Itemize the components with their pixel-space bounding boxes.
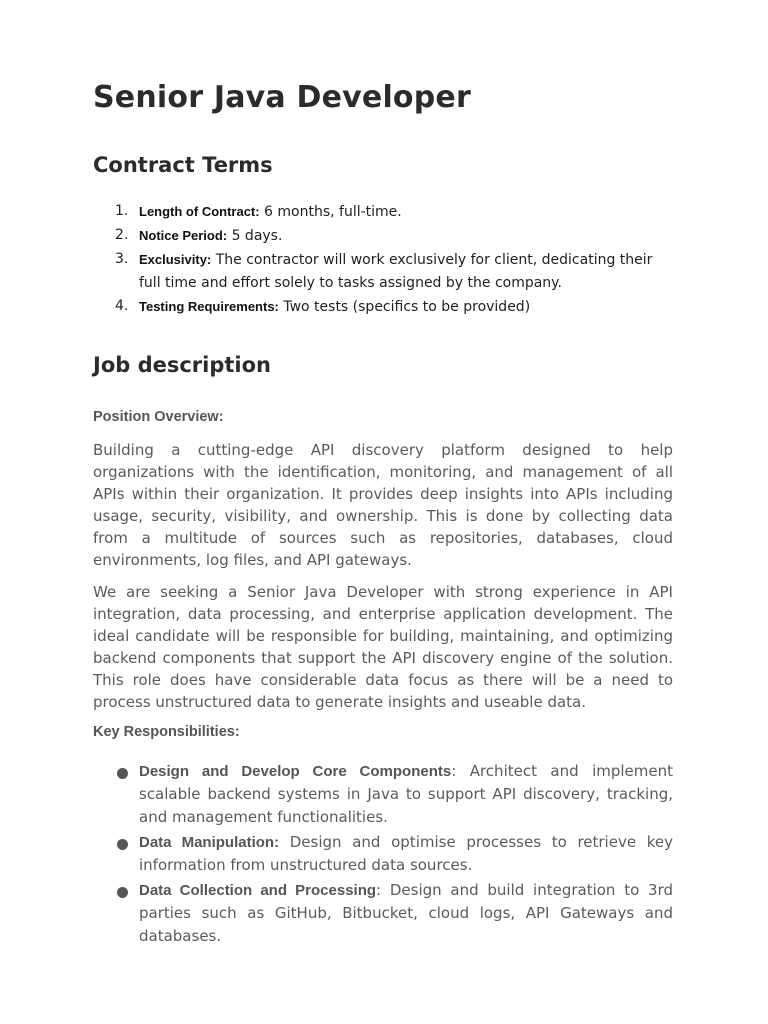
responsibility-label: Design and Develop Core Components [139, 763, 452, 780]
list-item [93, 248, 673, 295]
responsibility-label: Data Collection and Processing [139, 882, 377, 899]
list-item [93, 831, 673, 877]
term-text: The contractor will work exclusively for client, dedicating their full time and effort solely to tasks assigned by the company. [139, 252, 653, 291]
responsibility-text: : Design and build integration to 3rd parties such as GitHub, Bitbucket, cloud logs, API Gateways and databases. [139, 881, 673, 945]
list-item [93, 879, 673, 948]
list-item [93, 224, 673, 248]
responsibilities-list [93, 760, 673, 950]
position-overview-label: Position Overview: [93, 409, 224, 425]
responsibility-text: : Architect and implement scalable backend systems in Java to support API discovery, tracking, and management functionalities. [139, 762, 673, 826]
key-responsibilities-label: Key Responsibilities: [93, 724, 240, 740]
list-number: 4. [115, 298, 129, 314]
bullet-icon [117, 768, 128, 779]
contract-terms-list [93, 200, 673, 319]
contract-terms-heading: Contract Terms [93, 153, 273, 177]
term-label: Notice Period: [139, 228, 228, 243]
term-text: 5 days. [227, 228, 283, 244]
job-description-heading: Job description [93, 353, 272, 377]
page-title: Senior Java Developer [93, 80, 471, 115]
bullet-icon [117, 887, 128, 898]
list-number: 1. [115, 203, 129, 219]
list-number: 3. [115, 251, 129, 267]
bullet-icon [117, 839, 128, 850]
list-item [93, 200, 673, 224]
term-label: Testing Requirements: [139, 299, 279, 314]
term-text: Two tests (specifics to be provided) [278, 299, 531, 315]
responsibility-text: Design and optimise processes to retrieve key information from unstructured data sources. [139, 833, 673, 874]
term-label: Exclusivity: [139, 252, 212, 267]
list-item [93, 760, 673, 829]
overview-paragraph-1: Building a cutting-edge API discovery platform designed to help organizations with the identification, monitoring, and management of all APIs within their organization. It provides deep insights into APIs including usage, security, visibility, and ownership. This is done by collecting data from a multitude of sources such as repositories, databases, cloud environments, log files, and API gateways. [93, 441, 673, 569]
list-number: 2. [115, 227, 129, 243]
overview-paragraph-2: We are seeking a Senior Java Developer with strong experience in API integration, data processing, and enterprise application development. The ideal candidate will be responsible for building, maintaining, and optimizing backend components that support the API discovery engine of the solution. This role does have considerable data focus as there will be a need to process unstructured data to generate insights and useable data. [93, 583, 673, 711]
responsibility-label: Data Manipulation: [139, 834, 280, 851]
term-label: Length of Contract: [139, 204, 260, 219]
term-text: 6 months, full-time. [259, 204, 402, 220]
list-item [93, 295, 673, 319]
